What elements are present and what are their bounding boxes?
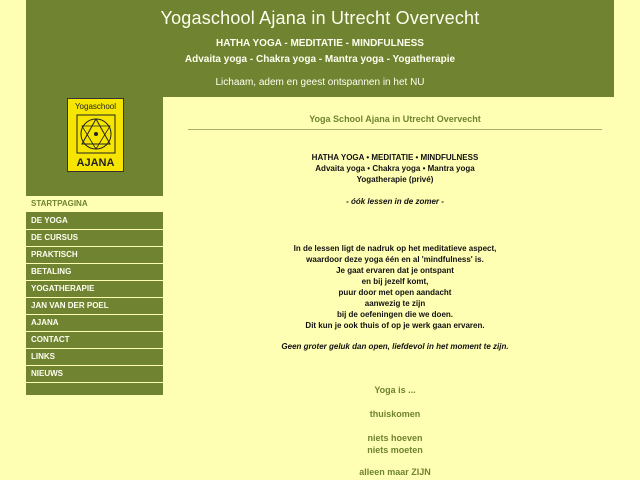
logo-bottom-text: AJANA bbox=[76, 157, 115, 169]
description-line: Je gaat ervaren dat je ontspant bbox=[336, 266, 454, 275]
intro-line: Advaita yoga • Chakra yoga • Mantra yoga bbox=[315, 164, 475, 173]
description-line: en bij jezelf komt, bbox=[361, 277, 429, 286]
description-line: aanwezig te zijn bbox=[364, 299, 426, 308]
nav-item-ajana[interactable]: AJANA bbox=[26, 315, 163, 332]
description-block bbox=[188, 243, 602, 331]
yoga-is-heading: Yoga is ... bbox=[374, 385, 416, 395]
sidebar-nav bbox=[26, 196, 163, 395]
nav-item-startpagina[interactable]: STARTPAGINA bbox=[26, 196, 163, 213]
nav-item-de-cursus[interactable]: DE CURSUS bbox=[26, 230, 163, 247]
intro-block bbox=[188, 152, 602, 185]
yantra-logo-icon bbox=[76, 114, 116, 154]
header-subtitle-disciplines: HATHA YOGA - MEDITATIE - MINDFULNESS bbox=[216, 38, 424, 49]
intro-line: HATHA YOGA • MEDITATIE • MINDFULNESS bbox=[311, 153, 479, 162]
summer-note: - óók lessen in de zomer - bbox=[346, 197, 444, 206]
nav-item-contact[interactable]: CONTACT bbox=[26, 332, 163, 349]
nav-item-betaling[interactable]: BETALING bbox=[26, 264, 163, 281]
logo-top-text: Yogaschool bbox=[74, 102, 117, 111]
heading-divider bbox=[188, 129, 602, 130]
site-header bbox=[26, 0, 614, 97]
description-line: bij de oefeningen die we doen. bbox=[336, 310, 453, 319]
nav-item-de-yoga[interactable]: DE YOGA bbox=[26, 213, 163, 230]
ajana-logo[interactable] bbox=[67, 98, 124, 172]
site-title: Yogaschool Ajana in Utrecht Overvecht bbox=[160, 8, 480, 28]
main-content bbox=[188, 108, 602, 477]
description-line: Dit kun je ook thuis of op je werk gaan ervaren. bbox=[305, 321, 485, 330]
description-line: In de lessen ligt de nadruk op het meditatieve aspect, bbox=[293, 244, 497, 253]
nav-item-jan-van-der-poel[interactable]: JAN VAN DER POEL bbox=[26, 298, 163, 315]
description-line: puur door met open aandacht bbox=[338, 288, 452, 297]
yoga-is-thuiskomen: thuiskomen bbox=[369, 409, 421, 419]
yoga-is-alleen-maar-zijn: alleen maar ZIJN bbox=[359, 467, 431, 477]
intro-line: Yogatherapie (privé) bbox=[356, 175, 434, 184]
nav-item-nieuws[interactable]: NIEUWS bbox=[26, 366, 163, 383]
nav-item-links[interactable]: LINKS bbox=[26, 349, 163, 366]
yoga-is-niets-hoeven: niets hoeven bbox=[367, 433, 423, 443]
nav-footer-bar bbox=[26, 383, 163, 395]
header-tagline: Lichaam, adem en geest ontspannen in het NU bbox=[215, 77, 425, 88]
yoga-is-niets-moeten: niets moeten bbox=[367, 445, 423, 455]
quote: Geen groter geluk dan open, liefdevol in het moment te zijn. bbox=[281, 342, 509, 351]
nav-item-yogatherapie[interactable]: YOGATHERAPIE bbox=[26, 281, 163, 298]
content-heading: Yoga School Ajana in Utrecht Overvecht bbox=[309, 114, 481, 124]
nav-item-praktisch[interactable]: PRAKTISCH bbox=[26, 247, 163, 264]
description-line: waardoor deze yoga één en al 'mindfulness' is. bbox=[306, 255, 484, 264]
header-subtitle-yoga-types: Advaita yoga - Chakra yoga - Mantra yoga - Yogatherapie bbox=[184, 54, 456, 65]
